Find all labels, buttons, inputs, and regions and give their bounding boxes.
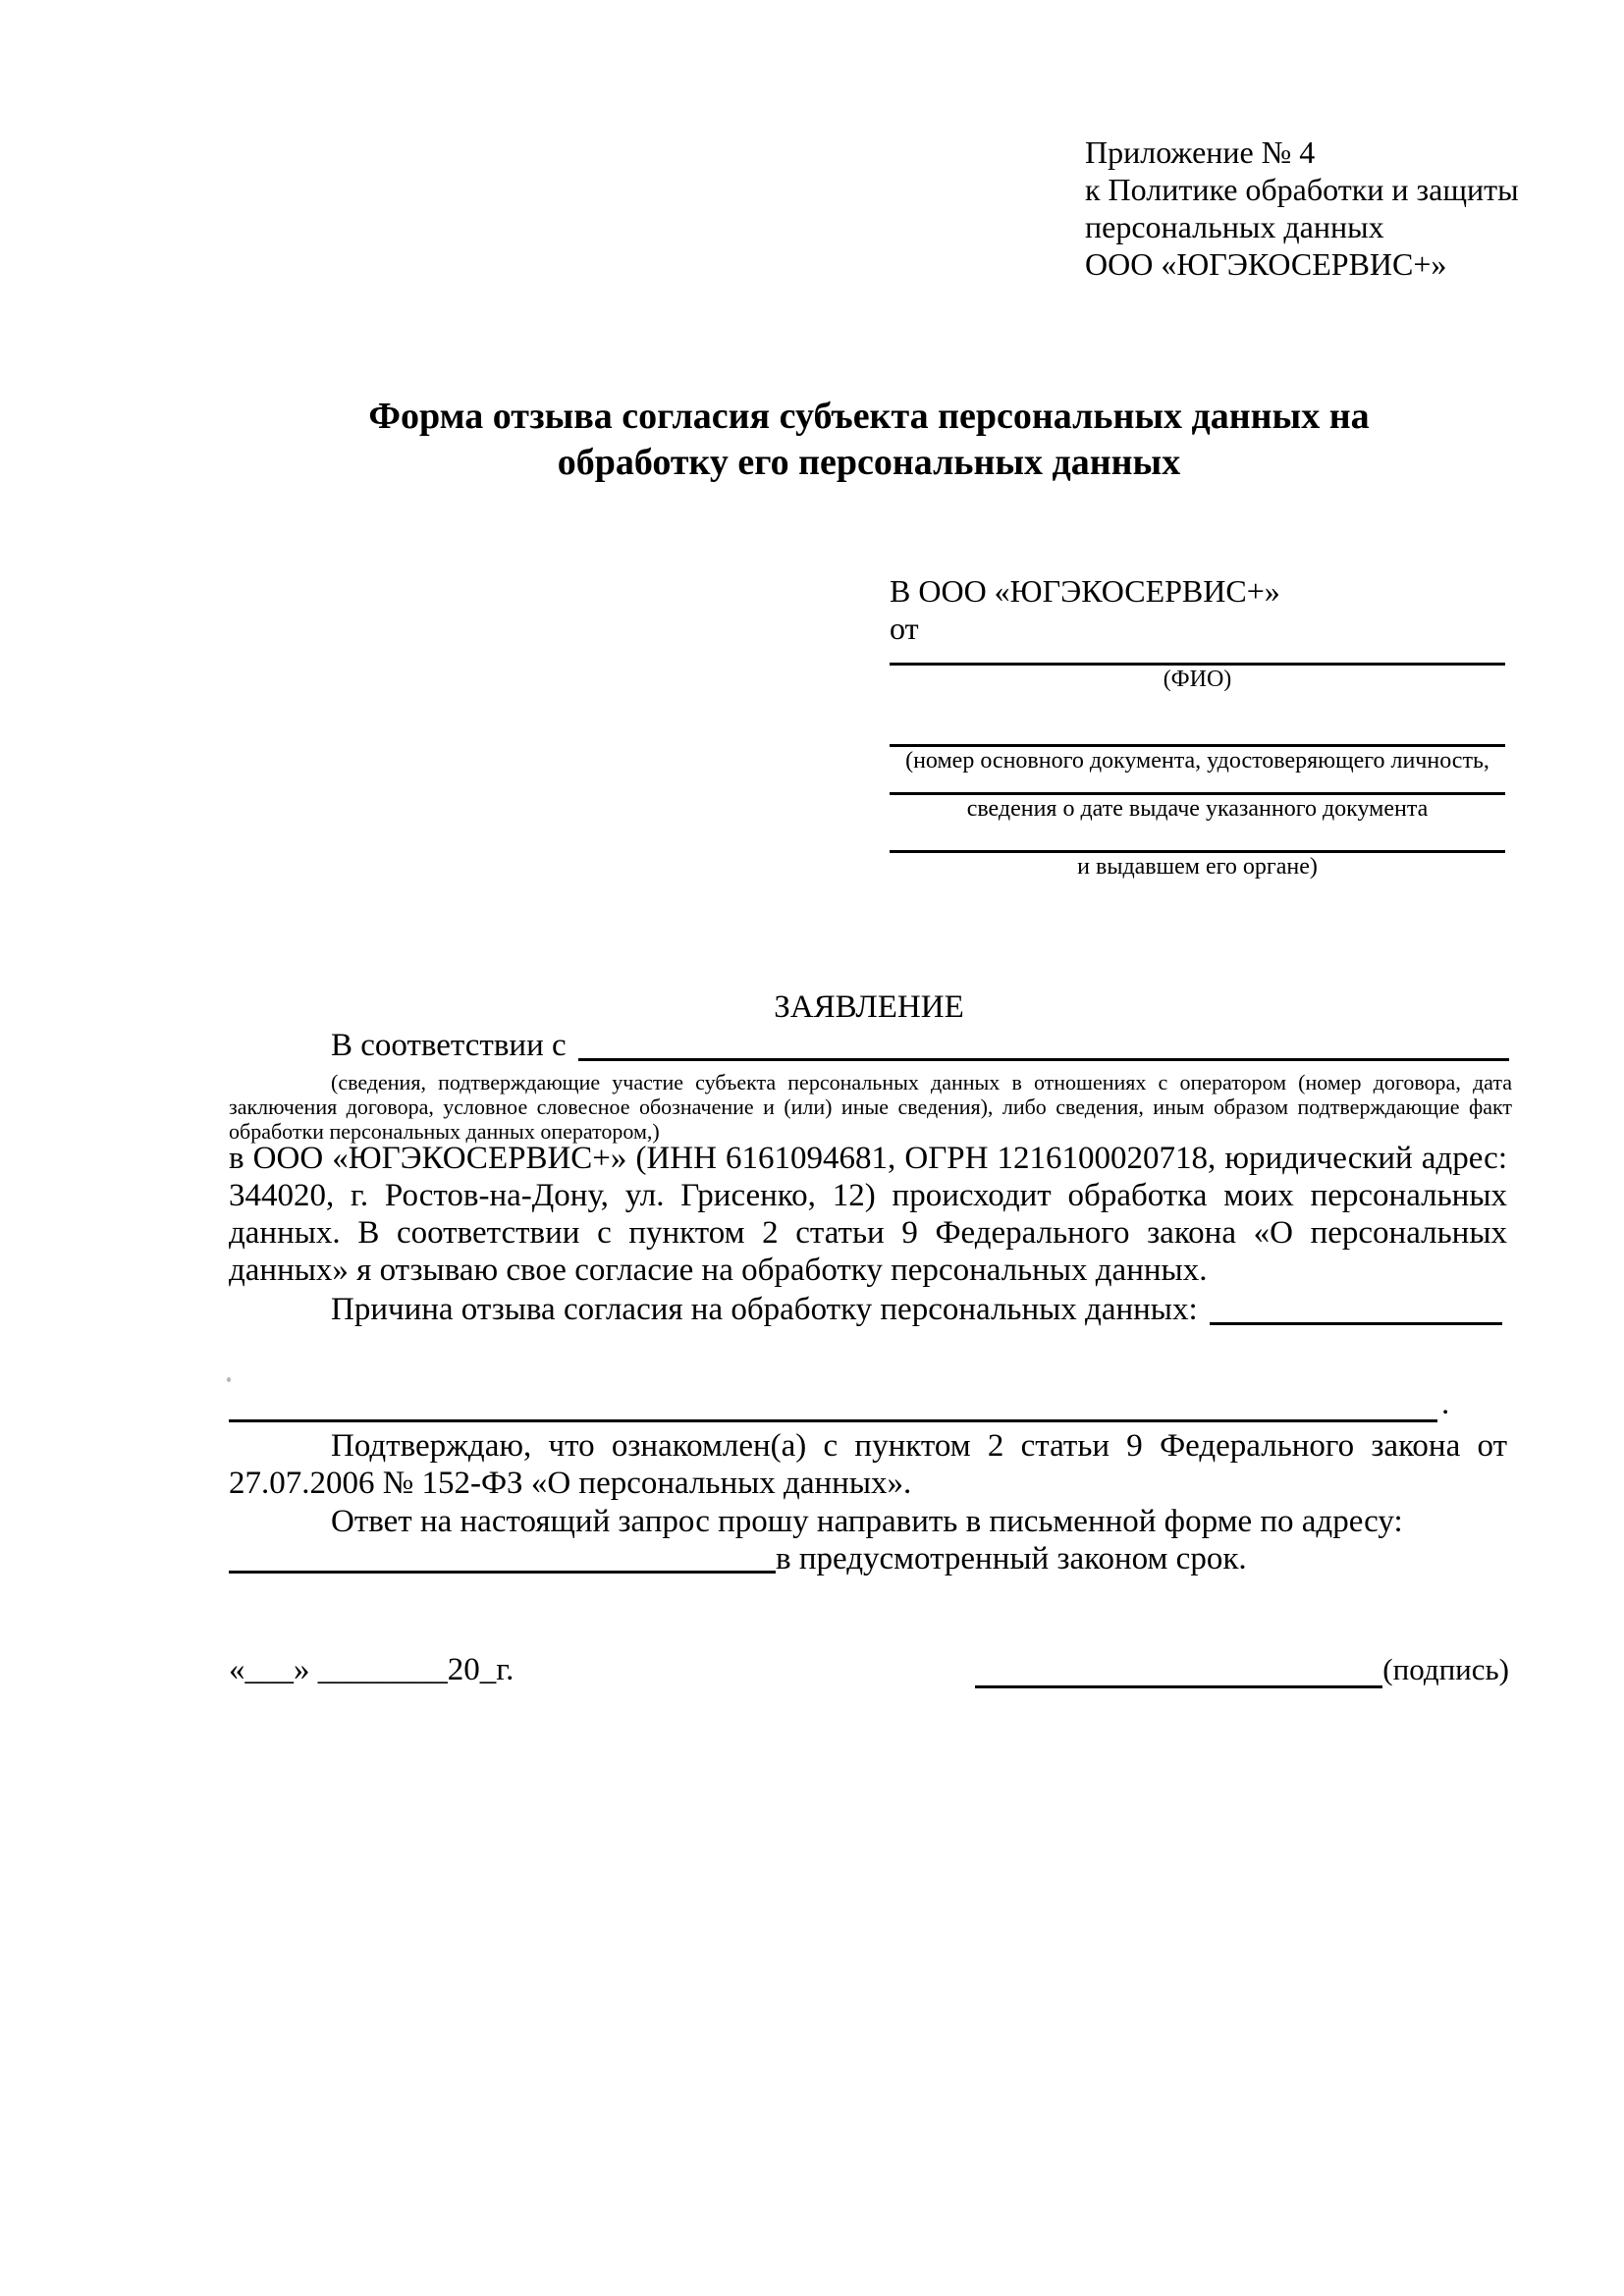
addressee-from-label: от <box>890 611 919 646</box>
fio-caption: (ФИО) <box>1163 667 1232 692</box>
reply-suffix-text: в предусмотренный законом срок. <box>776 1541 1247 1576</box>
main-paragraph: в ООО «ЮГЭКОСЕРВИС+» (ИНН 6161094681, ОГРН 1216100020718, юридический адрес: 344020, г. Ростов-на-Дону, ул. Грисенко, 12) происходит обработка моих персональных данных. В соответствии с пунктом 2 статьи 9 Федерального закона «О персональных данных» я отзываю свое согласие на обработку персональных данных. <box>229 1141 1507 1288</box>
reply-address-line <box>229 1540 1509 1577</box>
document-title-text: Форма отзыва согласия субъекта персональных данных на обработку его персональных данных <box>368 396 1370 483</box>
reason-blank-line <box>1210 1291 1502 1325</box>
addressee-org: В ООО «ЮГЭКОСЕРВИС+» <box>890 573 1280 609</box>
signature-blank-line <box>975 1656 1382 1688</box>
addressee-block <box>890 572 1505 881</box>
date-line: «___» ________20_г. <box>229 1652 514 1687</box>
reply-address-blank-line <box>229 1540 776 1574</box>
fio-blank-line <box>890 647 1505 666</box>
reply-block <box>229 1503 1509 1577</box>
confirmation-paragraph: Подтверждаю, что ознакомлен(а) с пунктом 2 статьи 9 Федерального закона от 27.07.2006 № 152-ФЗ «О персональных данных». <box>229 1428 1507 1501</box>
paragraph-indent <box>229 1027 331 1064</box>
reply-request-text: Ответ на настоящий запрос прошу направить в письменной форме по адресу: <box>331 1504 1403 1539</box>
reason-prefix-text: Причина отзыва согласия на обработку персональных данных: <box>331 1292 1198 1327</box>
annex-line: ООО «ЮГЭКОСЕРВИС+» <box>1085 246 1447 282</box>
intro-blank-line <box>578 1027 1509 1061</box>
annex-line: персональных данных <box>1085 209 1384 244</box>
document-number-blank-line <box>890 694 1505 747</box>
issue-date-caption: сведения о дате выдаче указанного документа <box>966 796 1429 822</box>
annex-header <box>1085 133 1556 283</box>
issuer-caption: и выдавшем его органе) <box>1077 854 1318 880</box>
intro-line <box>229 1027 1509 1064</box>
scan-artifact-dot <box>227 1377 231 1382</box>
document-number-caption: (номер основного документа, удостоверяющего личность, <box>905 748 1489 774</box>
document-title <box>229 394 1509 486</box>
line-terminator: . <box>1441 1386 1450 1421</box>
footnote-text: (сведения, подтверждающие участие субъекта персональных данных в отношениях с оператором (номер договора, дата заключения договора, условное словесное обозначение и (или) иные сведения), либо сведения, иным образом подтверждающие факт обработки персональных данных оператором,) <box>229 1070 1512 1144</box>
signature-caption: (подпись) <box>1382 1652 1509 1686</box>
reason-continuation-blank-line <box>229 1390 1437 1422</box>
issue-date-blank-line <box>890 775 1505 795</box>
signature-group <box>975 1651 1509 1688</box>
reason-line <box>229 1291 1502 1328</box>
paragraph-indent <box>229 1291 331 1328</box>
intro-prefix-text: В соответствии с <box>331 1028 567 1063</box>
footer-row <box>229 1651 1509 1688</box>
statement-heading: ЗАЯВЛЕНИЕ <box>774 989 964 1025</box>
annex-line: Приложение № 4 <box>1085 134 1316 170</box>
annex-line: к Политике обработки и защиты <box>1085 172 1519 207</box>
reason-continuation-line <box>229 1386 1509 1422</box>
issuer-blank-line <box>890 824 1505 853</box>
